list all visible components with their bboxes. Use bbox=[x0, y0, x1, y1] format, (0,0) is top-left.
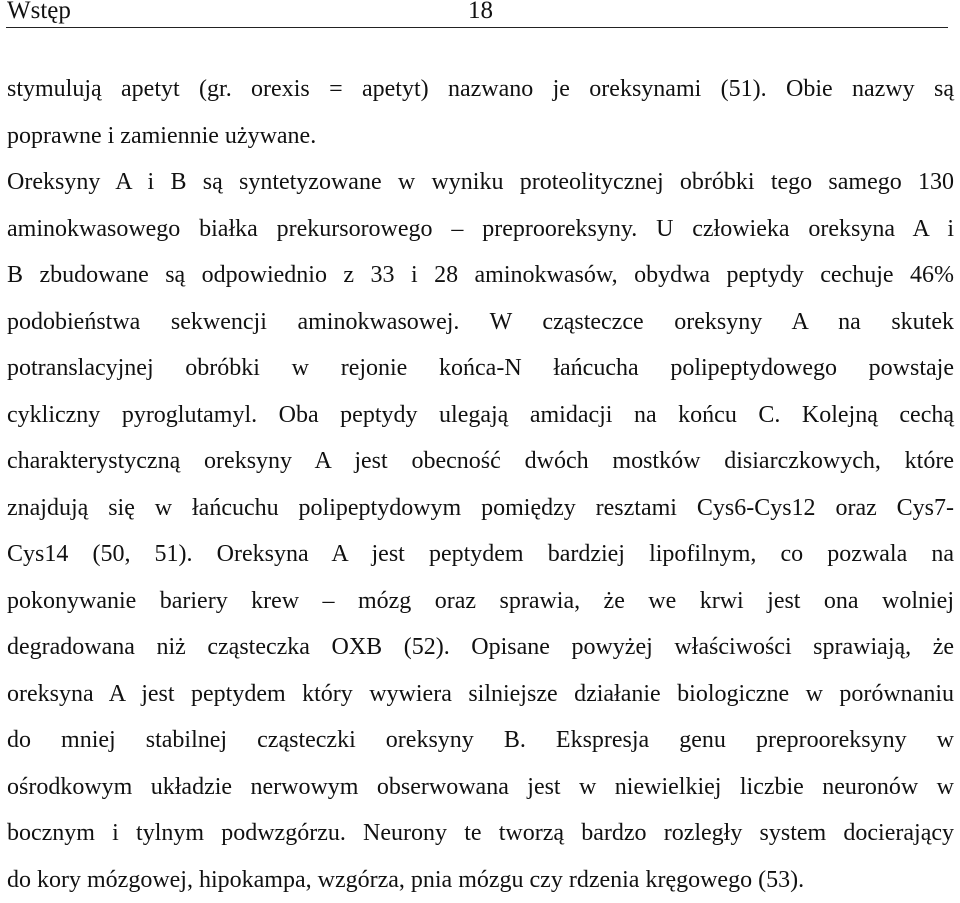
page-header bbox=[0, 0, 960, 30]
text-line: stymulują apetyt (gr. orexis = apetyt) nazwano je oreksynami (51). Obie nazwy są bbox=[7, 66, 954, 113]
text-line: charakterystyczną oreksyny A jest obecność dwóch mostków disiarczkowych, które bbox=[7, 438, 954, 485]
text-line: Cys14 (50, 51). Oreksyna A jest peptydem bardziej lipofilnym, co pozwala na bbox=[7, 531, 954, 578]
text-line: degradowana niż cząsteczka OXB (52). Opisane powyżej właściwości sprawiają, że bbox=[7, 624, 954, 671]
text-line: cykliczny pyroglutamyl. Oba peptydy ulegają amidacji na końcu C. Kolejną cechą bbox=[7, 392, 954, 439]
text-line: ośrodkowym układzie nerwowym obserwowana jest w niewielkiej liczbie neuronów w bbox=[7, 764, 954, 811]
section-title: Wstęp bbox=[7, 0, 71, 26]
text-line: B zbudowane są odpowiednio z 33 i 28 aminokwasów, obydwa peptydy cechuje 46% bbox=[7, 252, 954, 299]
header-rule bbox=[6, 27, 948, 28]
text-line: potranslacyjnej obróbki w rejonie końca-N łańcucha polipeptydowego powstaje bbox=[7, 345, 954, 392]
text-line: bocznym i tylnym podwzgórzu. Neurony te tworzą bardzo rozległy system docierający bbox=[7, 810, 954, 857]
body-text bbox=[7, 66, 954, 903]
text-line: znajdują się w łańcuchu polipeptydowym pomiędzy resztami Cys6-Cys12 oraz Cys7- bbox=[7, 485, 954, 532]
text-line: do kory mózgowej, hipokampa, wzgórza, pnia mózgu czy rdzenia kręgowego (53). bbox=[7, 857, 954, 903]
text-line: aminokwasowego białka prekursorowego – preprooreksyny. U człowieka oreksyna A i bbox=[7, 206, 954, 253]
text-line: Oreksyny A i B są syntetyzowane w wyniku proteolitycznej obróbki tego samego 130 bbox=[7, 159, 954, 206]
text-line: do mniej stabilnej cząsteczki oreksyny B. Ekspresja genu preprooreksyny w bbox=[7, 717, 954, 764]
text-line: podobieństwa sekwencji aminokwasowej. W cząsteczce oreksyny A na skutek bbox=[7, 299, 954, 346]
text-line: pokonywanie bariery krew – mózg oraz sprawia, że we krwi jest ona wolniej bbox=[7, 578, 954, 625]
page-number: 18 bbox=[468, 0, 493, 26]
text-line: poprawne i zamiennie używane. bbox=[7, 113, 954, 160]
text-line: oreksyna A jest peptydem który wywiera silniejsze działanie biologiczne w porównaniu bbox=[7, 671, 954, 718]
